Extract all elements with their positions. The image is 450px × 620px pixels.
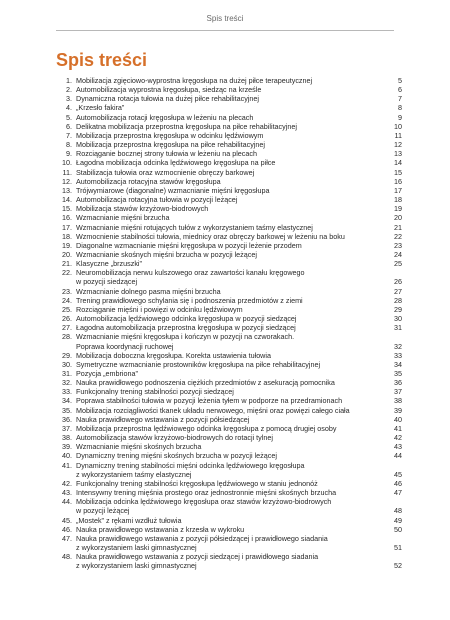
toc-entry bbox=[56, 360, 402, 369]
toc-entry-line bbox=[56, 415, 402, 424]
toc-entry-title: Intensywny trening mięśnia prostego oraz jednostronnie mięśni skośnych brzucha bbox=[76, 488, 337, 498]
toc-entry-line bbox=[56, 195, 402, 204]
toc-entry-number: 24. bbox=[62, 295, 72, 305]
toc-entry-continuation bbox=[56, 342, 402, 351]
toc-entry-title: Dynamiczny trening mięśni skośnych brzucha w pozycji leżącej bbox=[76, 451, 277, 461]
toc-entry-title: Dynamiczny trening stabilności mięśni odcinka lędźwiowego kręgosłupa bbox=[76, 460, 305, 470]
toc-entry-title: Trening prawidłowego schylania się i podnoszenia przedmiotów z ziemi bbox=[76, 295, 303, 305]
toc-entry-title: Mobilizacja doboczna kręgosłupa. Korekta ustawienia tułowia bbox=[76, 350, 271, 360]
toc-entry-line bbox=[56, 351, 402, 360]
toc-entry bbox=[56, 534, 402, 552]
toc-entry-page: 37 bbox=[394, 387, 402, 397]
toc-entry bbox=[56, 351, 402, 360]
toc-entry-page: 48 bbox=[394, 506, 402, 516]
toc-entry-line bbox=[56, 332, 402, 341]
toc-entry-line bbox=[56, 296, 402, 305]
toc-entry-page: 21 bbox=[394, 222, 402, 232]
toc-entry-page: 7 bbox=[398, 94, 402, 104]
toc-entry-continuation bbox=[56, 506, 402, 515]
toc-entry-number: 10. bbox=[62, 158, 72, 168]
toc-entry-number: 15. bbox=[62, 204, 72, 214]
toc-entry-number: 9. bbox=[66, 149, 72, 159]
toc-entry-number: 42. bbox=[62, 478, 72, 488]
toc-entry-number: 23. bbox=[62, 286, 72, 296]
toc-entry bbox=[56, 232, 402, 241]
toc-entry-line bbox=[56, 250, 402, 259]
toc-entry-number: 33. bbox=[62, 387, 72, 397]
toc-entry-number: 36. bbox=[62, 414, 72, 424]
toc-entry-number: 1. bbox=[66, 76, 72, 85]
toc-entry-number: 18. bbox=[62, 231, 72, 241]
toc-entry-number: 19. bbox=[62, 240, 72, 250]
toc-entry-title: w pozycji siedzącej bbox=[76, 277, 138, 287]
toc-entry-title: Rozciąganie mięśni i powięzi w odcinku lędźwiowym bbox=[76, 304, 243, 314]
toc-entry-continuation bbox=[56, 561, 402, 570]
toc-entry-line bbox=[56, 149, 402, 158]
toc-entry-line bbox=[56, 204, 402, 213]
toc-entry bbox=[56, 296, 402, 305]
toc-entry-title: Mobilizacja odcinka lędźwiowego kręgosłupa oraz stawów krzyżowo-biodrowych bbox=[76, 497, 332, 507]
toc-entry-page: 22 bbox=[394, 231, 402, 241]
toc-entry-number: 20. bbox=[62, 249, 72, 259]
toc-entry bbox=[56, 479, 402, 488]
toc-entry-page: 29 bbox=[394, 304, 402, 314]
toc-entry-title: Mobilizacja przeprostna kręgosłupa w odcinku lędźwiowym bbox=[76, 130, 264, 140]
toc-entry-number: 4. bbox=[66, 103, 72, 113]
toc-entry-page: 11 bbox=[394, 130, 402, 140]
toc-entry-title: Automobilizacja wyprostna kręgosłupa, siedząc na krześle bbox=[76, 85, 262, 95]
toc-entry-line bbox=[56, 424, 402, 433]
toc-entry-number: 8. bbox=[66, 140, 72, 150]
toc-entry bbox=[56, 433, 402, 442]
toc-entry-number: 3. bbox=[66, 94, 72, 104]
toc-entry-title: Nauka prawidłowego wstawania z pozycji półsiedzącej bbox=[76, 414, 250, 424]
toc-entry-title: Mobilizacja przeprostna kręgosłupa na piłce rehabilitacyjnej bbox=[76, 140, 265, 150]
toc-entry-line bbox=[56, 85, 402, 94]
toc-entry-line bbox=[56, 497, 402, 506]
toc-entry-line bbox=[56, 406, 402, 415]
toc-entry-title: Łagodna automobilizacja przeprostna kręgosłupa w pozycji siedzącej bbox=[76, 323, 296, 333]
toc-entry-line bbox=[56, 488, 402, 497]
toc-entry-page: 24 bbox=[394, 249, 402, 259]
toc-entry-title: z wykorzystaniem taśmy elastycznej bbox=[76, 469, 192, 479]
toc-entry-line bbox=[56, 186, 402, 195]
toc-entry-page: 8 bbox=[398, 103, 402, 113]
toc-entry-page: 44 bbox=[394, 451, 402, 461]
toc-entry bbox=[56, 424, 402, 433]
toc-entry bbox=[56, 122, 402, 131]
toc-entry-title: Wzmocnienie stabilności tułowia, miednicy oraz obręczy barkowej w leżeniu na boku bbox=[76, 231, 345, 241]
toc-entry bbox=[56, 287, 402, 296]
toc-entry-line bbox=[56, 241, 402, 250]
toc-entry-page: 38 bbox=[394, 396, 402, 406]
toc-entry-line bbox=[56, 369, 402, 378]
toc-entry-page: 42 bbox=[394, 433, 402, 443]
toc-entry-line bbox=[56, 168, 402, 177]
toc-entry-line bbox=[56, 525, 402, 534]
toc-entry-number: 6. bbox=[66, 121, 72, 131]
toc-entry-title: Funkcjonalny trening stabilności pozycji siedzącej bbox=[76, 387, 234, 397]
toc-entry-line bbox=[56, 268, 402, 277]
toc-entry-title: Wzmacnianie mięśni rotujących tułów z wykorzystaniem taśmy elastycznej bbox=[76, 222, 313, 232]
toc-entry-line bbox=[56, 177, 402, 186]
toc-entry-page: 33 bbox=[394, 350, 402, 360]
toc-entry-title: Diagonalne wzmacnianie mięśni kręgosłupa w pozycji leżenie przodem bbox=[76, 240, 302, 250]
toc-entry-title: Mobilizacja zgięciowo-wyprostna kręgosłupa na dużej piłce terapeutycznej bbox=[76, 76, 313, 85]
toc-entry-line bbox=[56, 387, 402, 396]
toc-entry-number: 41. bbox=[62, 460, 72, 470]
toc-entry-number: 11. bbox=[62, 167, 72, 177]
toc-entry bbox=[56, 168, 402, 177]
toc-entry bbox=[56, 323, 402, 332]
toc-entry-title: Rozciąganie bocznej strony tułowia w leżeniu na plecach bbox=[76, 149, 257, 159]
toc-entry-page: 34 bbox=[394, 359, 402, 369]
toc-entry-title: Mobilizacja rozciągliwości tkanek układu nerwowego, mięśni oraz powięzi całego ciała bbox=[76, 405, 350, 415]
toc-entry-number: 17. bbox=[62, 222, 72, 232]
toc-entry-title: „Mostek” z rękami wzdłuż tułowia bbox=[76, 515, 182, 525]
toc-entry bbox=[56, 461, 402, 479]
toc-entry-number: 27. bbox=[62, 323, 72, 333]
toc-entry-page: 14 bbox=[394, 158, 402, 168]
page-title: Spis treści bbox=[56, 50, 148, 70]
toc-entry-title: Łagodna mobilizacja odcinka lędźwiowego kręgosłupa na piłce bbox=[76, 158, 276, 168]
toc-entry-page: 19 bbox=[394, 204, 402, 214]
toc-entry-page: 36 bbox=[394, 378, 402, 388]
toc-entry-page: 23 bbox=[394, 240, 402, 250]
toc-entry-continuation bbox=[56, 277, 402, 286]
toc-entry-page: 45 bbox=[394, 469, 402, 479]
toc-entry bbox=[56, 241, 402, 250]
toc-entry-title: Nauka prawidłowego wstawania z pozycji siedzącej i prawidłowego siadania bbox=[76, 552, 319, 562]
toc-entry bbox=[56, 113, 402, 122]
toc-entry bbox=[56, 204, 402, 213]
toc-entry-number: 22. bbox=[62, 268, 72, 278]
toc-entry-line bbox=[56, 360, 402, 369]
toc-entry-page: 12 bbox=[394, 140, 402, 150]
toc-entry-number: 21. bbox=[62, 259, 72, 269]
toc-entry-title: Automobilizacja lędźwiowego odcinka kręgosłupa w pozycji siedzącej bbox=[76, 314, 297, 324]
toc-entry-line bbox=[56, 479, 402, 488]
toc-entry-line bbox=[56, 305, 402, 314]
toc-entry-number: 5. bbox=[66, 112, 72, 122]
toc-entry bbox=[56, 149, 402, 158]
toc-entry bbox=[56, 497, 402, 515]
toc-entry bbox=[56, 525, 402, 534]
toc-entry-page: 26 bbox=[394, 277, 402, 287]
toc-entry bbox=[56, 387, 402, 396]
toc-entry-page: 35 bbox=[394, 369, 402, 378]
toc-entry bbox=[56, 158, 402, 167]
toc-entry-line bbox=[56, 113, 402, 122]
table-of-contents bbox=[56, 76, 402, 570]
toc-entry bbox=[56, 76, 402, 85]
toc-entry-line bbox=[56, 131, 402, 140]
toc-entry-title: z wykorzystaniem laski gimnastycznej bbox=[76, 542, 197, 552]
toc-entry-number: 12. bbox=[62, 176, 72, 186]
toc-entry-page: 18 bbox=[394, 195, 402, 205]
toc-entry-page: 47 bbox=[394, 488, 402, 498]
toc-entry-number: 25. bbox=[62, 304, 72, 314]
toc-entry-line bbox=[56, 122, 402, 131]
toc-entry bbox=[56, 85, 402, 94]
toc-entry-page: 20 bbox=[394, 213, 402, 223]
toc-entry-number: 30. bbox=[62, 359, 72, 369]
toc-entry-number: 34. bbox=[62, 396, 72, 406]
running-header: Spis treści bbox=[206, 14, 244, 23]
toc-entry-title: Klasyczne „brzuszki” bbox=[76, 259, 142, 269]
toc-entry-page: 52 bbox=[394, 561, 402, 571]
toc-entry-line bbox=[56, 534, 402, 543]
toc-entry bbox=[56, 259, 402, 268]
toc-entry-number: 13. bbox=[62, 185, 72, 195]
toc-entry-line bbox=[56, 314, 402, 323]
toc-entry-number: 37. bbox=[62, 423, 72, 433]
toc-entry-line bbox=[56, 232, 402, 241]
toc-entry-title: Poprawa koordynacji ruchowej bbox=[76, 341, 174, 351]
toc-entry-title: Delikatna mobilizacja przeprostna kręgosłupa na piłce rehabilitacyjnej bbox=[76, 121, 297, 131]
toc-entry-line bbox=[56, 103, 402, 112]
toc-entry-title: w pozycji leżącej bbox=[76, 506, 130, 516]
toc-entry-title: Funkcjonalny trening stabilności kręgosłupa lędźwiowego w staniu jednonóż bbox=[76, 478, 318, 488]
toc-entry-line bbox=[56, 451, 402, 460]
toc-entry-line bbox=[56, 396, 402, 405]
toc-entry-page: 41 bbox=[394, 423, 402, 433]
toc-entry-line bbox=[56, 158, 402, 167]
toc-entry bbox=[56, 213, 402, 222]
toc-entry-number: 38. bbox=[62, 433, 72, 443]
toc-entry-page: 51 bbox=[394, 542, 402, 552]
toc-entry-number: 26. bbox=[62, 314, 72, 324]
toc-entry-title: Dynamiczna rotacja tułowia na dużej piłce rehabilitacyjnej bbox=[76, 94, 259, 104]
toc-entry-title: Mobilizacja przeprostna lędźwiowego odcinka kręgosłupa z pomocą drugiej osoby bbox=[76, 423, 337, 433]
toc-entry-title: Wzmacnianie skośnych mięśni brzucha w pozycji leżącej bbox=[76, 249, 257, 259]
toc-entry-page: 25 bbox=[394, 259, 402, 269]
toc-entry bbox=[56, 378, 402, 387]
toc-entry-line bbox=[56, 287, 402, 296]
toc-entry-number: 29. bbox=[62, 350, 72, 360]
toc-entry-number: 28. bbox=[62, 332, 72, 342]
toc-entry-page: 10 bbox=[394, 121, 402, 131]
toc-entry-page: 50 bbox=[394, 524, 402, 534]
toc-entry-page: 31 bbox=[394, 323, 402, 333]
toc-entry bbox=[56, 442, 402, 451]
toc-entry-page: 43 bbox=[394, 442, 402, 452]
toc-entry-title: z wykorzystaniem laski gimnastycznej bbox=[76, 561, 197, 571]
toc-entry-line bbox=[56, 433, 402, 442]
toc-entry bbox=[56, 415, 402, 424]
toc-entry bbox=[56, 552, 402, 570]
toc-entry-number: 16. bbox=[62, 213, 72, 223]
toc-entry-number: 31. bbox=[62, 369, 72, 378]
toc-entry bbox=[56, 406, 402, 415]
toc-entry-title: „Krzesło fakira” bbox=[76, 103, 125, 113]
toc-entry-title: Mobilizacja stawów krzyżowo-biodrowych bbox=[76, 204, 209, 214]
toc-entry-page: 15 bbox=[394, 167, 402, 177]
toc-entry-title: Nauka prawidłowego wstawania z krzesła w wykroku bbox=[76, 524, 245, 534]
toc-entry-page: 40 bbox=[394, 414, 402, 424]
header-rule bbox=[56, 30, 394, 31]
toc-entry-number: 46. bbox=[62, 524, 72, 534]
toc-entry-page: 9 bbox=[398, 112, 402, 122]
toc-entry-page: 32 bbox=[394, 341, 402, 351]
toc-entry-continuation bbox=[56, 470, 402, 479]
toc-entry bbox=[56, 195, 402, 204]
toc-entry-title: Wzmacnianie mięśni skośnych brzucha bbox=[76, 442, 202, 452]
toc-entry-title: Automobilizacja rotacyjna stawów kręgosłupa bbox=[76, 176, 221, 186]
toc-entry-number: 2. bbox=[66, 85, 72, 95]
toc-entry-line bbox=[56, 552, 402, 561]
toc-entry bbox=[56, 223, 402, 232]
toc-entry-title: Automobilizacja stawów krzyżowo-biodrowych do rotacji tylnej bbox=[76, 433, 273, 443]
toc-entry bbox=[56, 332, 402, 350]
toc-entry-line bbox=[56, 378, 402, 387]
toc-entry bbox=[56, 268, 402, 286]
toc-entry bbox=[56, 369, 402, 378]
toc-entry-title: Automobilizacja rotacyjna tułowia w pozycji leżącej bbox=[76, 195, 238, 205]
toc-entry-number: 7. bbox=[66, 130, 72, 140]
toc-entry-line bbox=[56, 259, 402, 268]
toc-entry-number: 47. bbox=[62, 533, 72, 543]
toc-entry-line bbox=[56, 213, 402, 222]
toc-entry-title: Symetryczne wzmacnianie prostowników kręgosłupa na piłce rehabilitacyjnej bbox=[76, 359, 321, 369]
toc-entry-page: 16 bbox=[394, 176, 402, 186]
toc-entry-title: Neuromobilizacja nerwu kulszowego oraz zawartości kanału kręgowego bbox=[76, 268, 305, 278]
toc-entry-page: 5 bbox=[398, 76, 402, 85]
toc-entry-title: Stabilizacja tułowia oraz wzmocnienie obręczy barkowej bbox=[76, 167, 255, 177]
toc-entry-number: 43. bbox=[62, 488, 72, 498]
toc-entry-number: 44. bbox=[62, 497, 72, 507]
toc-entry-line bbox=[56, 442, 402, 451]
toc-entry-title: Wzmacnianie dolnego pasma mięśni brzucha bbox=[76, 286, 221, 296]
toc-entry bbox=[56, 186, 402, 195]
toc-entry-title: Trójwymiarowe (diagonalne) wzmacnianie mięśni kręgosłupa bbox=[76, 185, 270, 195]
toc-entry-number: 48. bbox=[62, 552, 72, 562]
toc-entry-title: Nauka prawidłowego wstawania z pozycji półsiedzącej i prawidłowego siadania bbox=[76, 533, 328, 543]
toc-entry-page: 13 bbox=[394, 149, 402, 159]
toc-entry-line bbox=[56, 516, 402, 525]
toc-entry bbox=[56, 305, 402, 314]
toc-entry-line bbox=[56, 76, 402, 85]
toc-entry bbox=[56, 177, 402, 186]
toc-entry-page: 39 bbox=[394, 405, 402, 415]
toc-entry-number: 14. bbox=[62, 195, 72, 205]
toc-entry-line bbox=[56, 140, 402, 149]
toc-entry-page: 17 bbox=[394, 185, 402, 195]
toc-entry-number: 40. bbox=[62, 451, 72, 461]
toc-entry bbox=[56, 140, 402, 149]
toc-entry bbox=[56, 314, 402, 323]
toc-entry-title: Wzmacnianie mięśni brzucha bbox=[76, 213, 170, 223]
toc-entry bbox=[56, 488, 402, 497]
toc-entry-line bbox=[56, 461, 402, 470]
toc-entry bbox=[56, 396, 402, 405]
toc-entry bbox=[56, 131, 402, 140]
toc-entry-page: 27 bbox=[394, 286, 402, 296]
toc-entry-title: Poprawa stabilności tułowia w pozycji leżenia tyłem w podporze na przedramionach bbox=[76, 396, 343, 406]
toc-entry bbox=[56, 250, 402, 259]
toc-entry bbox=[56, 94, 402, 103]
toc-entry-number: 39. bbox=[62, 442, 72, 452]
toc-entry-continuation bbox=[56, 543, 402, 552]
toc-entry bbox=[56, 516, 402, 525]
toc-entry-title: Automobilizacja rotacji kręgosłupa w leżeniu na plecach bbox=[76, 112, 254, 122]
toc-entry-line bbox=[56, 223, 402, 232]
toc-entry bbox=[56, 451, 402, 460]
toc-entry-page: 30 bbox=[394, 314, 402, 324]
toc-entry-number: 32. bbox=[62, 378, 72, 388]
toc-entry-title: Pozycja „embriona” bbox=[76, 369, 138, 378]
toc-entry-number: 35. bbox=[62, 405, 72, 415]
toc-entry-line bbox=[56, 323, 402, 332]
toc-entry-title: Wzmacnianie mięśni kręgosłupa i kończyn w pozycji na czworakach. bbox=[76, 332, 295, 342]
toc-entry bbox=[56, 103, 402, 112]
toc-entry-page: 6 bbox=[398, 85, 402, 95]
toc-entry-page: 46 bbox=[394, 478, 402, 488]
toc-entry-page: 49 bbox=[394, 515, 402, 525]
toc-entry-title: Nauka prawidłowego podnoszenia ciężkich przedmiotów z asekuracją pomocnika bbox=[76, 378, 335, 388]
toc-entry-line bbox=[56, 94, 402, 103]
toc-entry-number: 45. bbox=[62, 515, 72, 525]
toc-entry-page: 28 bbox=[394, 295, 402, 305]
